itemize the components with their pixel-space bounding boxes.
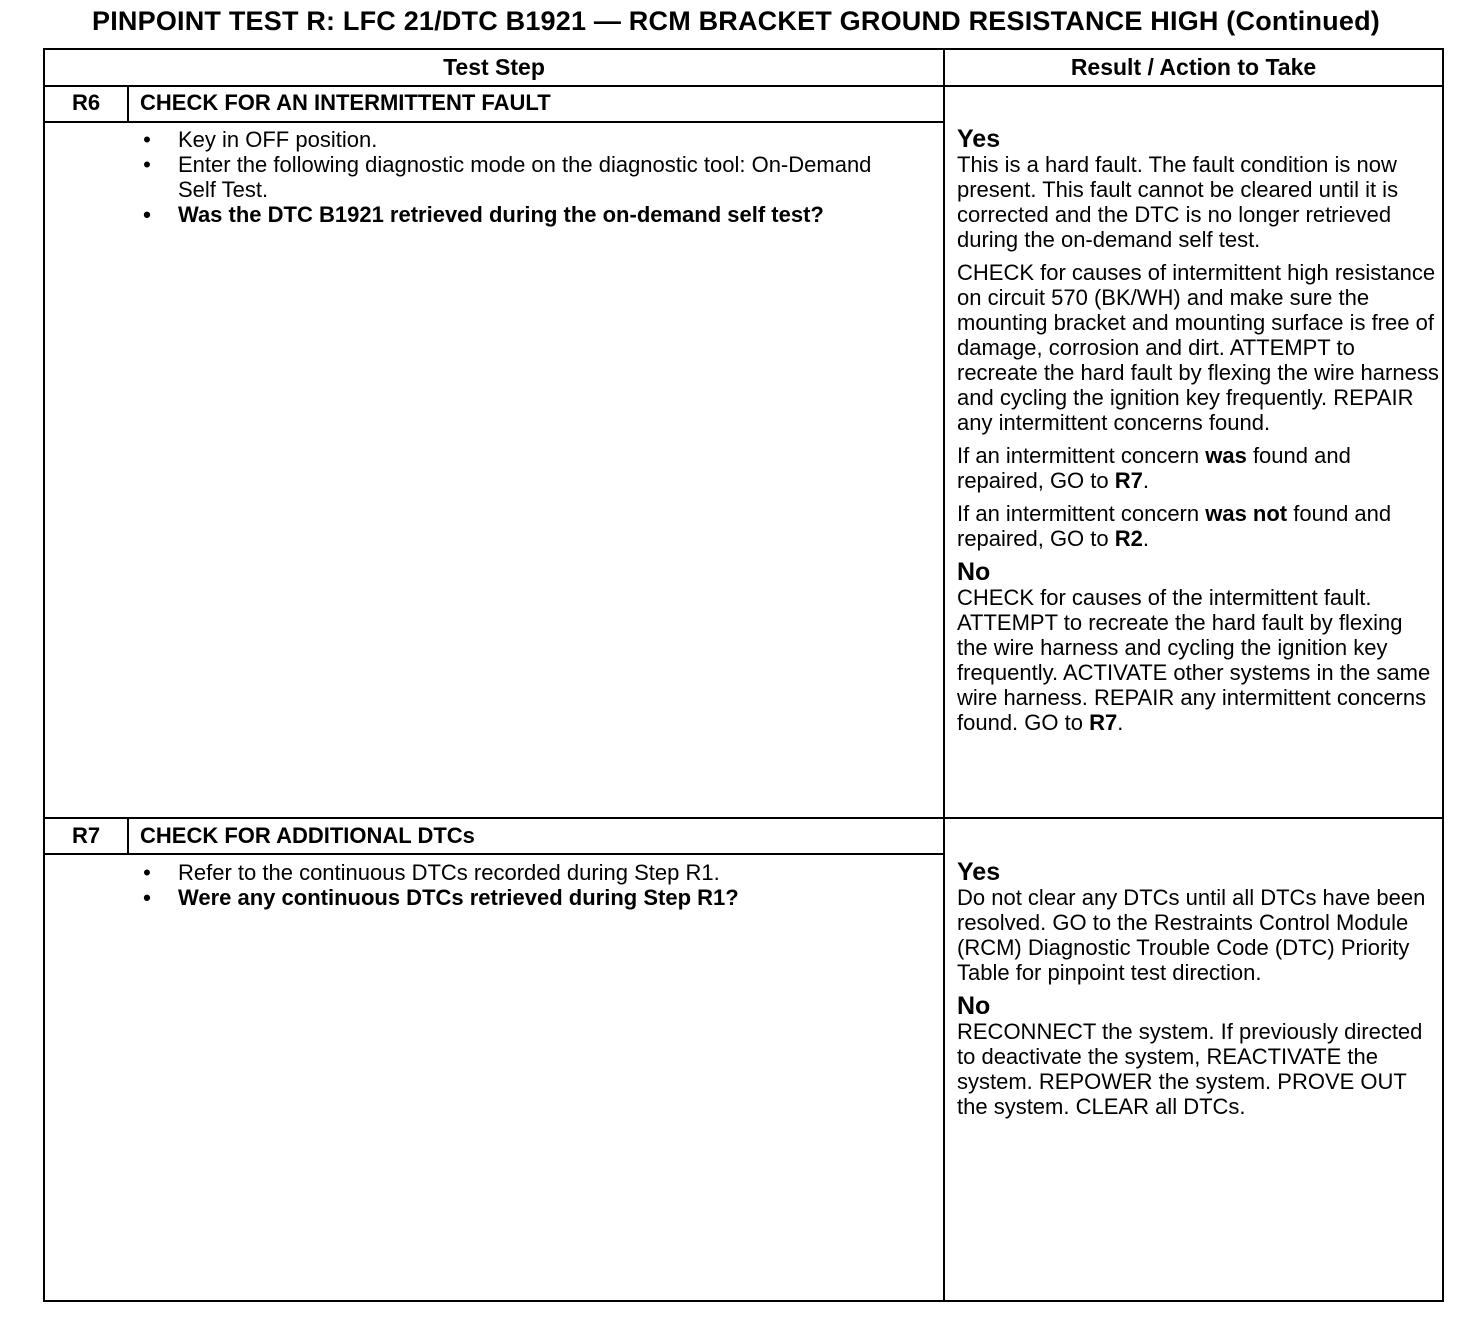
- step-id-r6: R6: [71, 90, 101, 115]
- step-r7-result: [957, 859, 1441, 1127]
- bullet-icon: •: [143, 860, 151, 885]
- header-test-step: Test Step: [443, 54, 545, 80]
- yes-paragraphs: [957, 152, 1439, 551]
- divider: [127, 87, 129, 121]
- bullet-question: Was the DTC B1921 retrieved during the on-demand self test?: [178, 202, 824, 227]
- pinpoint-table: [43, 48, 1444, 1302]
- divider: [45, 121, 943, 123]
- bullet-icon: •: [143, 885, 151, 910]
- no-label: No: [957, 558, 991, 586]
- divider: [45, 853, 943, 855]
- bullet-text: Enter the following diagnostic mode on the diagnostic tool: On-Demand Self Test.: [178, 152, 872, 202]
- result-paragraph: If an intermittent concern was not found and repaired, GO to R2.: [957, 501, 1392, 551]
- list-item: [140, 152, 900, 202]
- result-paragraph: If an intermittent concern was found and repaired, GO to R7.: [957, 443, 1351, 493]
- result-paragraph: RECONNECT the system. If previously directed to deactivate the system, REACTIVATE the system. REPOWER the system. PROVE OUT the system. CLEAR all DTCs.: [957, 1019, 1423, 1119]
- step-r6-result: [957, 126, 1439, 743]
- step-title-r7: CHECK FOR ADDITIONAL DTCs: [140, 823, 475, 848]
- column-divider: [943, 50, 945, 1300]
- result-paragraph: Do not clear any DTCs until all DTCs have been resolved. GO to the Restraints Control Module (RCM) Diagnostic Trouble Code (DTC) Priority Table for pinpoint test direction.: [957, 885, 1426, 985]
- yes-paragraphs: [957, 885, 1441, 985]
- bullet-icon: •: [143, 202, 151, 227]
- result-paragraph: CHECK for causes of the intermittent fault. ATTEMPT to recreate the hard fault by flexing the wire harness and cycling the ignition key frequently. ACTIVATE other systems in the same wire harness. REPAIR any intermittent concerns found. GO to R7.: [957, 585, 1431, 735]
- yes-label: Yes: [957, 858, 1001, 886]
- result-paragraph: This is a hard fault. The fault condition is now present. This fault cannot be cleared until it is corrected and the DTC is no longer retrieved during the on-demand self test.: [957, 152, 1399, 252]
- no-paragraphs: [957, 1019, 1441, 1119]
- bullet-icon: •: [143, 152, 151, 177]
- bullet-text: Key in OFF position.: [178, 127, 378, 152]
- step-r7-bullets: [140, 860, 900, 910]
- list-item: [140, 885, 900, 910]
- bullet-text: Refer to the continuous DTCs recorded during Step R1.: [178, 860, 720, 885]
- bullet-icon: •: [143, 127, 151, 152]
- yes-label: Yes: [957, 125, 1001, 153]
- result-paragraph: CHECK for causes of intermittent high resistance on circuit 570 (BK/WH) and make sure the mounting bracket and mounting surface is free of damage, corrosion and dirt. ATTEMPT to recreate the hard fault by flexing the wire harness and cycling the ignition key frequently. REPAIR any intermittent concerns found.: [957, 260, 1439, 435]
- step-r6-bullets: [140, 127, 900, 227]
- list-item: [140, 127, 900, 152]
- bullet-question: Were any continuous DTCs retrieved during Step R1?: [178, 885, 739, 910]
- list-item: [140, 860, 900, 885]
- no-label: No: [957, 992, 991, 1020]
- divider: [45, 817, 1442, 819]
- step-id-r7: R7: [71, 823, 101, 848]
- header-result: Result / Action to Take: [1070, 54, 1317, 80]
- no-paragraphs: [957, 585, 1439, 735]
- divider: [127, 819, 129, 853]
- page-title: PINPOINT TEST R: LFC 21/DTC B1921 — RCM BRACKET GROUND RESISTANCE HIGH (Continued): [92, 6, 1380, 36]
- step-title-r6: CHECK FOR AN INTERMITTENT FAULT: [140, 90, 551, 115]
- list-item: [140, 202, 900, 227]
